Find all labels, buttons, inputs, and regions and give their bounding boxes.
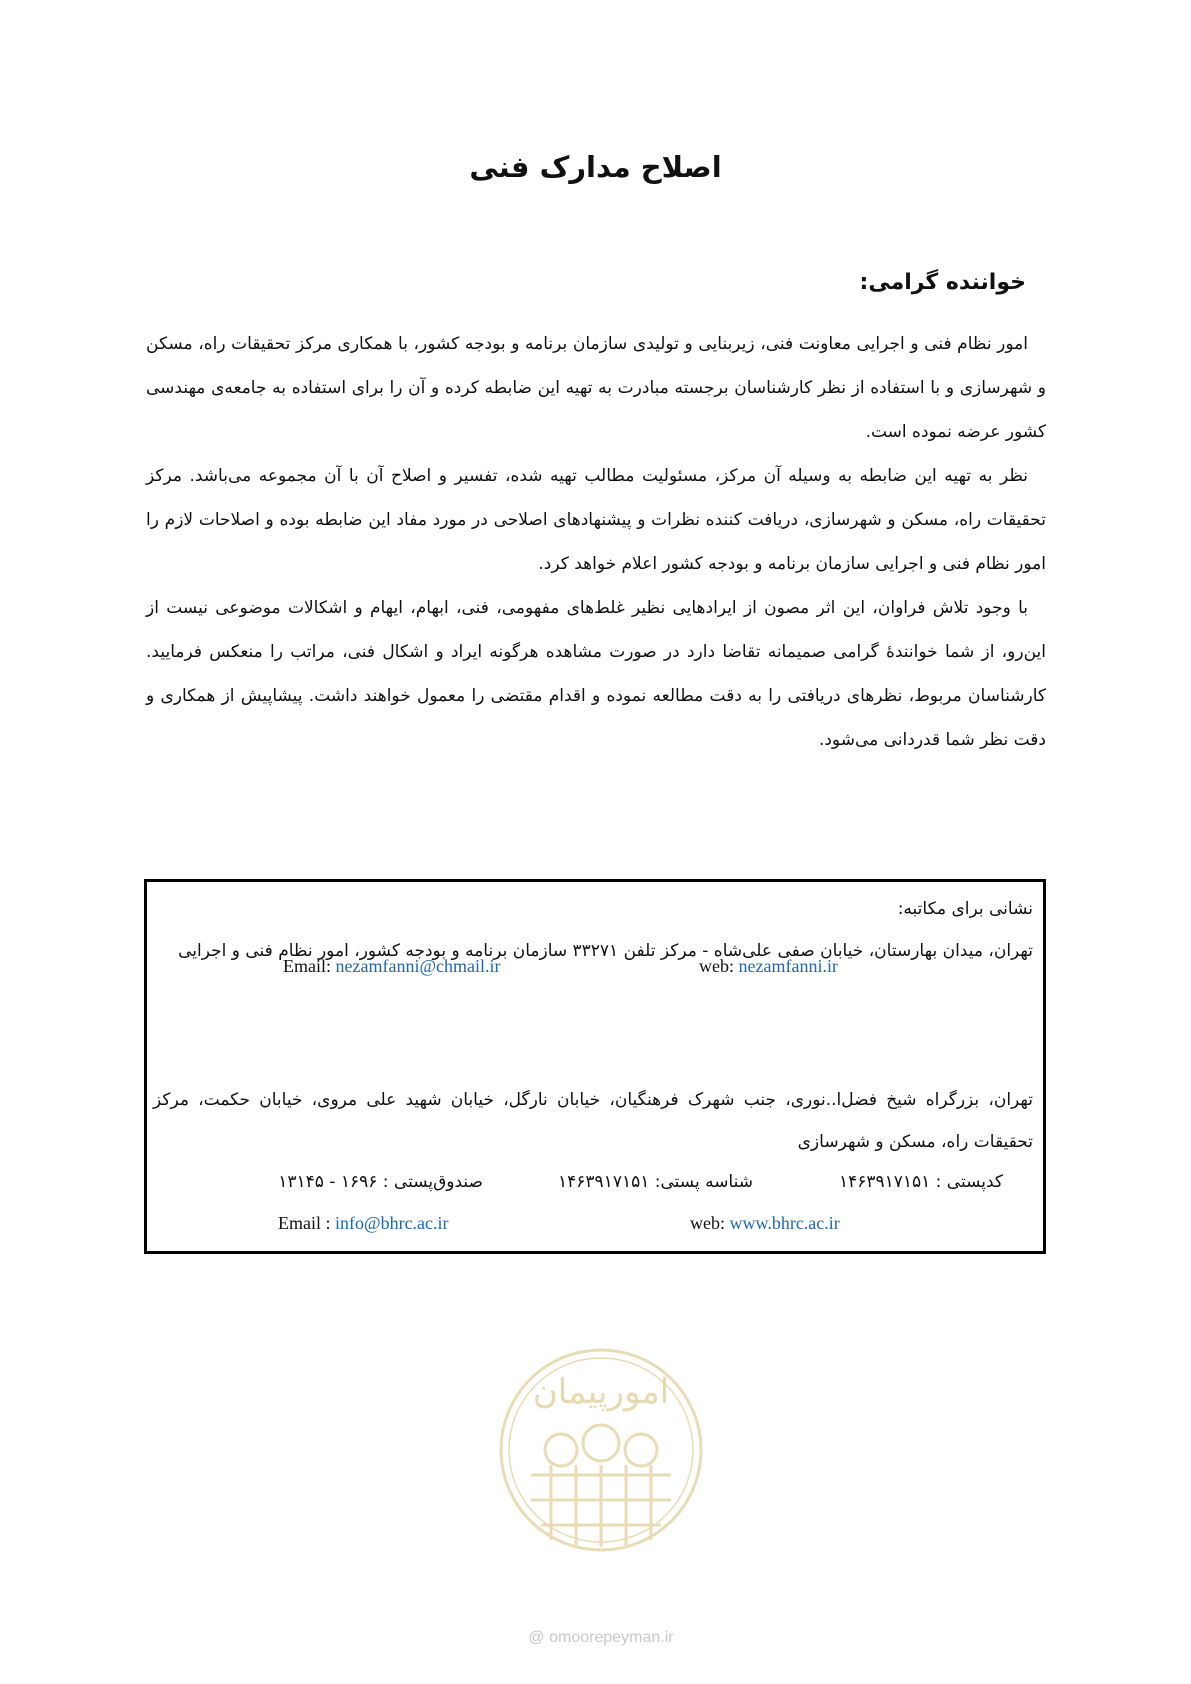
salutation-heading: خواننده گرامی: <box>859 270 1026 295</box>
web-link-1[interactable]: nezamfanni.ir <box>738 956 838 976</box>
paragraph-2: نظر به تهیه این ضابطه به وسیله آن مرکز، مسئولیت مطالب تهیه شده، تفسیر و اصلاح آن با آن مجموعه می‌باشد. مرکز تحقیقات راه، مسکن و شهرسازی، دریافت کننده نظرات و پیشنهادهای اصلاحی در مورد مفاد این ضابطه بوده و اصلاحات لازم را امور نظام فنی و اجرایی سازمان برنامه و بودجه کشور اعلام خواهد کرد. <box>146 466 1046 574</box>
email-link-2[interactable]: info@bhrc.ac.ir <box>335 1213 449 1233</box>
contact-label: نشانی برای مکاتبه: <box>897 899 1033 919</box>
postal-id: شناسه پستی: ۱۴۶۳۹۱۷۱۵۱ <box>558 1172 753 1192</box>
paragraph-3: با وجود تلاش فراوان، این اثر مصون از ایرادهایی نظیر غلط‌های مفهومی، فنی، ابهام، ایهام و اشکالات موضوعی نیست از این‌رو، از شما خوانندهٔ گرامی صمیمانه تقاضا دارد در صورت مشاهده هرگونه ایراد و اشکال فنی، مراتب را منعکس فرمایید. کارشناسان مربوط، نظرهای دریافتی را به دقت مطالعه نموده و اقدام مقتضی را معمول خواهند داشت. پیشاپیش از همکاری و دقت نظر شما قدردانی می‌شود. <box>146 598 1046 750</box>
watermark <box>486 1325 716 1665</box>
contact-box <box>144 879 1046 1254</box>
web-line-2 <box>690 1213 840 1234</box>
watermark-logo-text: امورپیمان <box>532 1372 670 1412</box>
email-link-1[interactable]: nezamfanni@chmail.ir <box>335 956 501 976</box>
web-link-2[interactable]: www.bhrc.ac.ir <box>729 1213 840 1233</box>
web-line-1 <box>699 956 838 977</box>
address-pbo: تهران، میدان بهارستان، خیابان صفی علی‌شاه - مرکز تلفن ۳۳۲۷۱ سازمان برنامه و بودجه کشور، امور نظام فنی و اجرایی <box>178 941 1033 961</box>
web-label: web: <box>699 956 739 976</box>
page-title: اصلاح مدارک فنی <box>469 150 722 184</box>
watermark-site: @ omoorepeyman.ir <box>528 1629 674 1646</box>
postal-code: کدپستی : ۱۴۶۳۹۱۷۱۵۱ <box>838 1172 1003 1192</box>
email-line-2 <box>278 1213 449 1234</box>
paragraph-1: امور نظام فنی و اجرایی معاونت فنی، زیربنایی و تولیدی سازمان برنامه و بودجه کشور، با همکاری مرکز تحقیقات راه، مسکن و شهرسازی و با استفاده از نظر کارشناسان برجسته مبادرت به تهیه این ضابطه کرده و آن را برای استفاده به جامعه‌ی مهندسی کشور عرضه نموده است. <box>146 334 1046 442</box>
email-line-1 <box>283 956 501 977</box>
address-bhrc: تهران، بزرگراه شیخ فضل‌ا..نوری، جنب شهرک فرهنگیان، خیابان نارگل، خیابان شهید علی مروی، خیابان حکمت، مرکز تحقیقات راه، مسکن و شهرسازی <box>153 1090 1033 1152</box>
po-box: صندوق‌پستی : ۱۶۹۶ - ۱۳۱۴۵ <box>278 1172 483 1192</box>
email-label: Email : <box>278 1213 335 1233</box>
watermark-logo-icon <box>486 1325 716 1615</box>
web-label: web: <box>690 1213 730 1233</box>
body-text <box>146 322 1046 762</box>
email-label: Email: <box>283 956 336 976</box>
